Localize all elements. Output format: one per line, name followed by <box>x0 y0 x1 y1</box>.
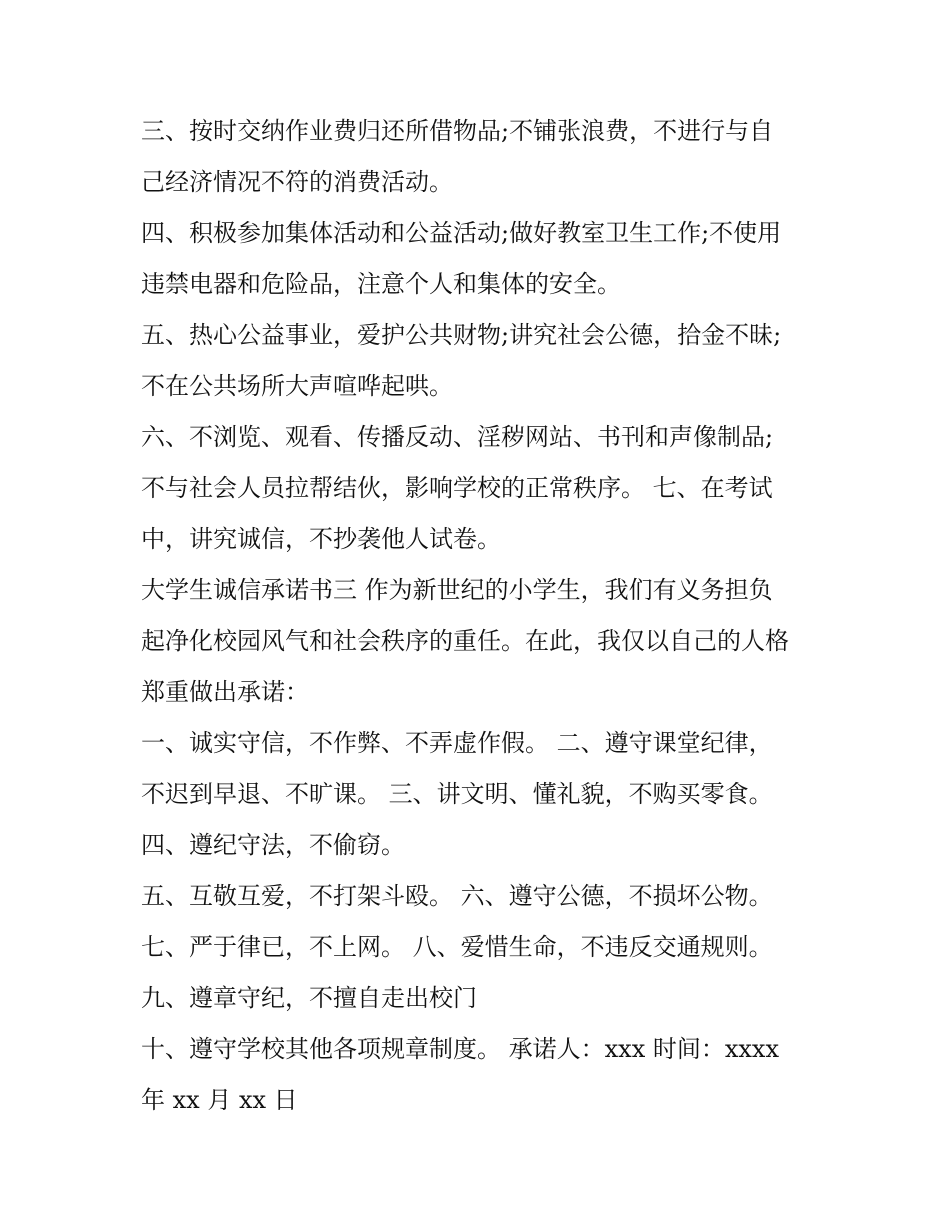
text-line-12: 郑重做出承诺： <box>141 678 309 706</box>
document-body <box>141 106 821 1126</box>
text-line-3: 四、积极参加集体活动和公益活动;做好教室卫生工作;不使用 <box>141 219 782 247</box>
text-line-6: 不在公共场所大声喧哗起哄。 <box>141 372 453 400</box>
text-line-5: 五、热心公益事业，爱护公共财物;讲究社会公德，拾金不昧; <box>141 321 782 349</box>
text-line-17: 七、严于律已，不上网。 八、爱惜生命，不违反交通规则。 <box>141 933 773 961</box>
text-line-10: 大学生诚信承诺书三 作为新世纪的小学生，我们有义务担负 <box>141 576 773 604</box>
text-line-9: 中，讲究诚信，不抄袭他人试卷。 <box>141 525 501 553</box>
text-line-18: 九、遵章守纪，不擅自走出校门 <box>141 984 477 1012</box>
text-line-20: 年 xx 月 xx 日 <box>141 1086 298 1114</box>
text-line-1: 三、按时交纳作业费归还所借物品;不铺张浪费，不进行与自 <box>141 117 774 145</box>
text-line-11: 起净化校园风气和社会秩序的重任。在此，我仅以自己的人格 <box>141 627 789 655</box>
text-line-8: 不与社会人员拉帮结伙，影响学校的正常秩序。 七、在考试 <box>141 474 773 502</box>
text-line-14: 不迟到早退、不旷课。 三、讲文明、懂礼貌，不购买零食。 <box>141 780 773 808</box>
text-line-19: 十、遵守学校其他各项规章制度。 承诺人：xxx 时间：xxxx <box>141 1035 780 1063</box>
text-line-16: 五、互敬互爱，不打架斗殴。 六、遵守公德，不损坏公物。 <box>141 882 773 910</box>
text-line-13: 一、诚实守信，不作弊、不弄虚作假。 二、遵守课堂纪律， <box>141 729 773 757</box>
text-line-15: 四、遵纪守法，不偷窃。 <box>141 831 405 859</box>
text-line-7: 六、不浏览、观看、传播反动、淫秽网站、书刊和声像制品; <box>141 423 774 451</box>
text-line-4: 违禁电器和危险品，注意个人和集体的安全。 <box>141 270 621 298</box>
text-line-2: 己经济情况不符的消费活动。 <box>141 168 453 196</box>
